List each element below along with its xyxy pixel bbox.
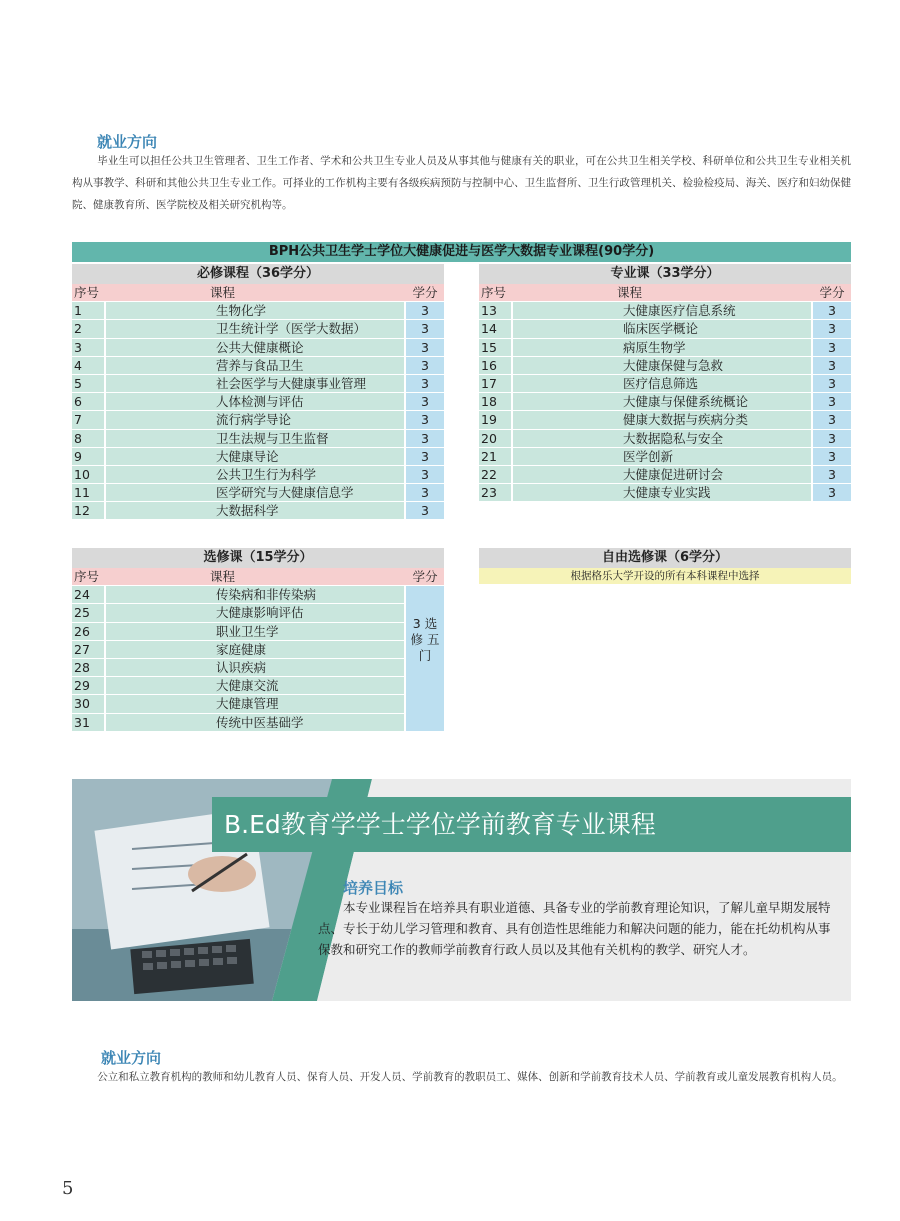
free-elective-block: [479, 548, 851, 584]
table-row: [72, 411, 444, 429]
table-row: [479, 430, 851, 448]
table-row: [479, 448, 851, 466]
goal-text: 本专业课程旨在培养具有职业道德、具备专业的学前教育理论知识，了解儿童早期发展特点、专长于幼儿学习管理和教育、具有创造性思维能力和解决问题的能力，能在托幼机构从事保教和研究工作的教师学前教育行政人员以及其他有关机构的教学、研究人才。: [318, 900, 831, 957]
table-row: [72, 659, 444, 677]
header-num: 序号: [72, 284, 104, 302]
career-title: 就业方向: [97, 133, 158, 151]
course-credit: 3: [813, 393, 851, 411]
course-credit: 3: [813, 466, 851, 484]
course-name: 健康大数据与疾病分类: [511, 411, 813, 429]
course-number: 29: [72, 677, 104, 695]
table-row: [479, 320, 851, 338]
course-credit: 3: [406, 430, 444, 448]
course-number: 6: [72, 393, 104, 411]
table-row: [479, 393, 851, 411]
table-row: [479, 357, 851, 375]
career2-title: 就业方向: [101, 1049, 162, 1067]
course-credit: 3: [813, 484, 851, 502]
course-number: 12: [72, 502, 104, 520]
course-name: 认识疾病: [104, 659, 406, 677]
course-name: 卫生法规与卫生监督: [104, 430, 406, 448]
course-number: 27: [72, 641, 104, 659]
course-name: 生物化学: [104, 302, 406, 320]
course-number: 3: [72, 339, 104, 357]
elective-credit-note: 3 选 修 五 门: [406, 586, 444, 731]
course-number: 7: [72, 411, 104, 429]
course-number: 22: [479, 466, 511, 484]
table-row: [72, 375, 444, 393]
table-row: [479, 375, 851, 393]
table-row: [479, 466, 851, 484]
header-course: 课程: [104, 284, 406, 302]
table-header: [72, 284, 444, 302]
course-number: 15: [479, 339, 511, 357]
career2-text: 公立和私立教育机构的教师和幼儿教育人员、保育人员、开发人员、学前教育的教职员工、媒体、创新和学前教育技术人员、学前教育或儿童发展教育机构人员。: [97, 1071, 843, 1083]
course-name: 大健康保健与急救: [511, 357, 813, 375]
required-courses-table: [72, 264, 444, 520]
course-number: 14: [479, 320, 511, 338]
free-elective-note: 根据格乐大学开设的所有本科课程中选择: [479, 568, 851, 584]
course-name: 医疗信息筛选: [511, 375, 813, 393]
course-credit: 3: [406, 357, 444, 375]
course-credit: 3: [406, 375, 444, 393]
header-credit: 学分: [406, 568, 444, 586]
table-row: [72, 339, 444, 357]
table-header: [72, 568, 444, 586]
course-name: 传染病和非传染病: [104, 586, 406, 604]
course-name: 大数据科学: [104, 502, 406, 520]
course-name: 大健康交流: [104, 677, 406, 695]
course-name: 人体检测与评估: [104, 393, 406, 411]
course-number: 20: [479, 430, 511, 448]
course-number: 31: [72, 714, 104, 732]
table-row: [479, 484, 851, 502]
course-credit: 3: [406, 466, 444, 484]
course-number: 1: [72, 302, 104, 320]
program-banner: BPH公共卫生学士学位大健康促进与医学大数据专业课程(90学分): [72, 242, 851, 262]
table-row: [72, 695, 444, 713]
course-name: 公共卫生行为科学: [104, 466, 406, 484]
table-row: [479, 302, 851, 320]
course-credit: 3: [406, 502, 444, 520]
course-number: 30: [72, 695, 104, 713]
course-name: 卫生统计学（医学大数据）: [104, 320, 406, 338]
course-number: 25: [72, 604, 104, 622]
table-row: [72, 623, 444, 641]
table-row: [72, 357, 444, 375]
major-title: 专业课（33学分）: [479, 264, 851, 284]
course-name: 社会医学与大健康事业管理: [104, 375, 406, 393]
table-row: [72, 466, 444, 484]
course-name: 大健康管理: [104, 695, 406, 713]
course-credit: 3: [813, 302, 851, 320]
course-number: 23: [479, 484, 511, 502]
course-name: 流行病学导论: [104, 411, 406, 429]
course-number: 13: [479, 302, 511, 320]
course-credit: 3: [406, 411, 444, 429]
course-name: 大数据隐私与安全: [511, 430, 813, 448]
header-credit: 学分: [406, 284, 444, 302]
course-credit: 3: [813, 320, 851, 338]
page-number: 5: [62, 1178, 74, 1199]
header-credit: 学分: [813, 284, 851, 302]
course-number: 28: [72, 659, 104, 677]
course-number: 5: [72, 375, 104, 393]
course-number: 9: [72, 448, 104, 466]
course-credit: 3: [406, 484, 444, 502]
header-num: 序号: [72, 568, 104, 586]
course-credit: 3: [406, 339, 444, 357]
table-row: [72, 393, 444, 411]
course-credit: 3: [813, 411, 851, 429]
course-credit: 3: [813, 430, 851, 448]
course-number: 24: [72, 586, 104, 604]
table-row: [72, 604, 444, 622]
course-credit: 3: [813, 339, 851, 357]
course-number: 19: [479, 411, 511, 429]
course-credit: 3: [813, 357, 851, 375]
goal-title: 培养目标: [343, 879, 404, 897]
bed-title-bar: B.Ed教育学学士学位学前教育专业课程: [212, 797, 851, 852]
table-row: [479, 339, 851, 357]
major-courses-table: [479, 264, 851, 502]
table-row: [72, 484, 444, 502]
career-text: 毕业生可以担任公共卫生管理者、卫生工作者、学术和公共卫生专业人员及从事其他与健康有关的职业，可在公共卫生相关学校、科研单位和公共卫生专业相关机构从事教学、科研和其他公共卫生专业工作。可择业的工作机构主要有各级疾病预防与控制中心、卫生监督所、卫生行政管理机关、检验检疫局、海关、医疗和妇幼保健院、健康教育所、医学院校及相关研究机构等。: [72, 155, 851, 211]
course-name: 医学研究与大健康信息学: [104, 484, 406, 502]
required-title: 必修课程（36学分）: [72, 264, 444, 284]
course-name: 公共大健康概论: [104, 339, 406, 357]
course-name: 临床医学概论: [511, 320, 813, 338]
course-number: 21: [479, 448, 511, 466]
course-name: 大健康导论: [104, 448, 406, 466]
course-number: 18: [479, 393, 511, 411]
course-name: 大健康促进研讨会: [511, 466, 813, 484]
table-row: [72, 641, 444, 659]
table-row: [72, 502, 444, 520]
table-row: [72, 430, 444, 448]
course-credit: 3: [406, 448, 444, 466]
course-name: 传统中医基础学: [104, 714, 406, 732]
header-num: 序号: [479, 284, 511, 302]
header-course: 课程: [511, 284, 813, 302]
course-name: 大健康与保健系统概论: [511, 393, 813, 411]
course-name: 大健康专业实践: [511, 484, 813, 502]
course-name: 大健康医疗信息系统: [511, 302, 813, 320]
course-number: 8: [72, 430, 104, 448]
course-credit: 3: [813, 375, 851, 393]
table-row: [72, 302, 444, 320]
course-name: 职业卫生学: [104, 623, 406, 641]
course-number: 26: [72, 623, 104, 641]
table-header: [479, 284, 851, 302]
elective-title: 选修课（15学分）: [72, 548, 444, 568]
elective-courses-table: [72, 548, 444, 732]
course-number: 11: [72, 484, 104, 502]
table-row: [72, 320, 444, 338]
course-number: 4: [72, 357, 104, 375]
course-number: 10: [72, 466, 104, 484]
header-course: 课程: [104, 568, 406, 586]
course-name: 大健康影响评估: [104, 604, 406, 622]
course-number: 2: [72, 320, 104, 338]
course-name: 医学创新: [511, 448, 813, 466]
course-name: 病原生物学: [511, 339, 813, 357]
table-row: [72, 586, 444, 604]
course-credit: 3: [406, 320, 444, 338]
course-number: 17: [479, 375, 511, 393]
course-name: 家庭健康: [104, 641, 406, 659]
course-number: 16: [479, 357, 511, 375]
table-row: [72, 448, 444, 466]
table-row: [72, 714, 444, 732]
course-credit: 3: [813, 448, 851, 466]
course-credit: 3: [406, 302, 444, 320]
free-elective-title: 自由选修课（6学分）: [479, 548, 851, 568]
course-name: 营养与食品卫生: [104, 357, 406, 375]
table-row: [479, 411, 851, 429]
table-row: [72, 677, 444, 695]
course-credit: 3: [406, 393, 444, 411]
